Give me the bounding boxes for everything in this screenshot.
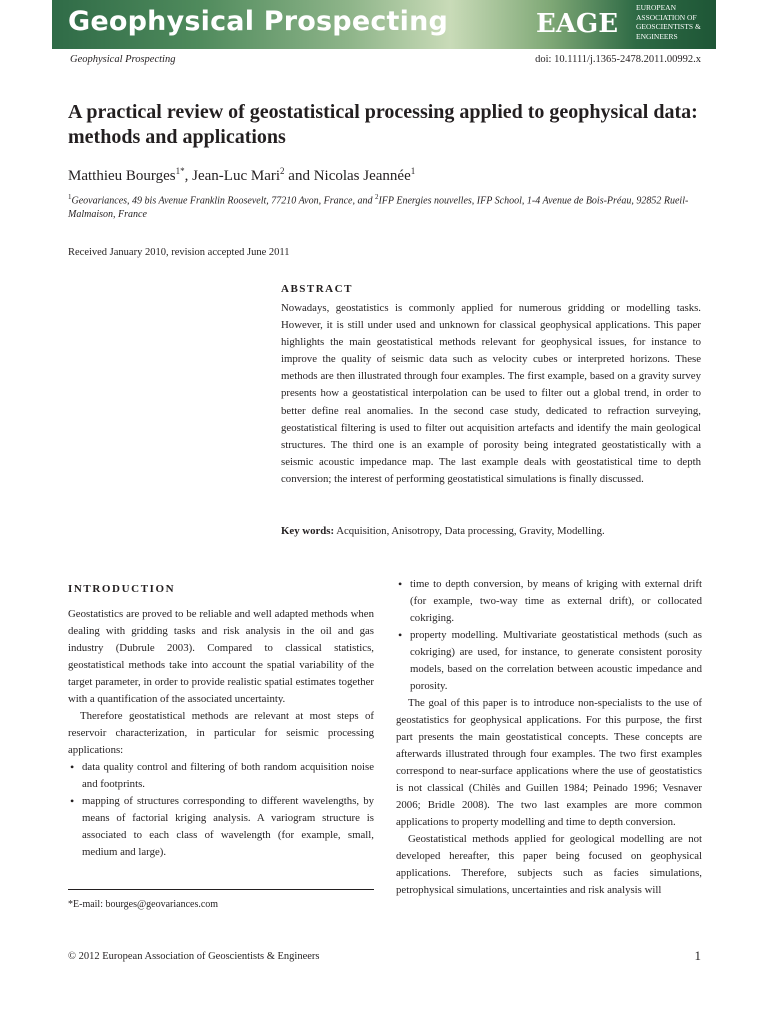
abstract-text: Nowadays, geostatistics is commonly applied for numerous gridding or modelling tasks. However, it is still under used and unknown for classical geophysical applications. This paper highlights the main geostatistical methods relevant for geophysical issues, for instance to improve the quality of seismic data such as velocity cubes or interpreted horizons. These methods are then illustrated through four examples. The first example, based on a gravity survey presents how a geostatistical interpolation can be used to filter out a global trend, in order to better define real anomalies. In the second case study, dedicated to refraction surveying, geostatistical filtering is used to filter out acquisition artefacts and identify the main geological structures. The third one is an example of porosity being integrated geostatistically with a seismic acoustic impedance map. The last example deals with geostatistical time to depth conversion; the interest of performing geostatistical simulations is finally discussed. — [281, 302, 701, 485]
doi-link[interactable]: doi: 10.1111/j.1365-2478.2011.00992.x — [535, 54, 701, 65]
affiliations: $^1$Geovariances, 49 bis Avenue Franklin Roosevelt, 77210 Avon, France, and $^2$IFP Energies nouvelles, IFP School, 1-4 Avenue de Bois-Préau, 92852 Rueil-Malmaison, France — [68, 193, 689, 221]
left-column — [68, 583, 374, 861]
eage-logo-subtitle: EUROPEAN ASSOCIATION OF GEOSCIENTISTS & ENGINEERS — [636, 3, 701, 41]
right-column — [396, 576, 702, 899]
author-affiliation-mark: 1 — [410, 166, 416, 176]
journal-banner — [52, 0, 716, 49]
list-item: • time to depth conversion, by means of kriging with external drift (for example, two-way time as external drift), or collocated cokriging. — [396, 576, 702, 627]
author-name: Jean-Luc Mari — [192, 168, 281, 184]
author-name: Matthieu Bourges — [68, 168, 176, 184]
author-affiliation-mark: 2 — [280, 166, 285, 176]
eage-logo — [532, 3, 702, 47]
paragraph: Geostatistical methods applied for geological modelling are not developed hereafter, this paper being focused on geophysical applications. Therefore, subjects such as facies simulations, petrophysical simulations, uncertainties and risk analysis will — [396, 833, 702, 896]
paragraph: Therefore geostatistical methods are relevant at most steps of reservoir characterization, in particular for seismic processing applications: — [68, 710, 374, 756]
eage-logo-text: EAGE — [536, 9, 619, 39]
author-list: Matthieu Bourges$^{1*}$, Jean-Luc Mari$^2$ and Nicolas Jeannée$^1$ — [68, 166, 416, 184]
page-number: 1 — [694, 948, 701, 963]
keywords-list: Acquisition, Anisotropy, Data processing, Gravity, Modelling. — [336, 525, 605, 537]
copyright-notice: © 2012 European Association of Geoscientists & Engineers — [68, 951, 320, 962]
list-item: • property modelling. Multivariate geostatistical methods (such as cokriging) are used, for instance, to generate consistent porosity models, based on the correlation between acoustic impedance and porosity. — [396, 627, 702, 695]
paragraph: Geostatistics are proved to be reliable and well adapted methods when dealing with gridding tasks and risk analysis in the oil and gas industry (Dubrule 2003). Compared to classical statistics, geostatistical methods take into account the spatial variability of the target parameter, in order to provide realistic spatial estimates together with a quantification of the associated uncertainty. — [68, 608, 374, 705]
running-head-journal: Geophysical Prospecting — [70, 54, 176, 65]
keywords-label: Key words: — [281, 525, 335, 537]
list-item: • mapping of structures corresponding to different wavelengths, by means of factorial kriging analysis. A variogram structure is associated to each class of wavelength (for example, small, medium and large). — [68, 793, 374, 861]
journal-banner-title: Geophysical Prospecting — [68, 6, 449, 37]
list-item: • data quality control and filtering of both random acquisition noise and footprints. — [68, 759, 374, 793]
bullet-list — [68, 759, 374, 861]
bullet-list — [396, 576, 702, 695]
author-name: Nicolas Jeannée — [313, 168, 411, 184]
abstract-heading: ABSTRACT — [281, 283, 353, 295]
keywords — [281, 525, 701, 537]
section-heading-introduction: INTRODUCTION — [68, 583, 176, 595]
footnote-divider — [68, 889, 374, 890]
author-affiliation-mark: 1* — [175, 166, 185, 176]
received-dates: Received January 2010, revision accepted June 2011 — [68, 247, 290, 258]
paragraph: The goal of this paper is to introduce non-specialists to the use of geostatistics for geophysical applications. For this purpose, the first part presents the main geostatistical concepts. These concepts are afterwards illustrated through four examples. The two first examples correspond to near-surface applications where the use of geostatistics is not classical (Chilès and Guillen 1984; Peinado 1996; Vesnaver 2006; Bridle 2008). The two last examples are more common applications to property modelling and time to depth conversion. — [396, 697, 702, 828]
article-title: A practical review of geostatistical processing applied to geophysical data: methods and applications — [68, 101, 698, 148]
author-email-footnote: *E-mail: bourges@geovariances.com — [68, 899, 219, 910]
